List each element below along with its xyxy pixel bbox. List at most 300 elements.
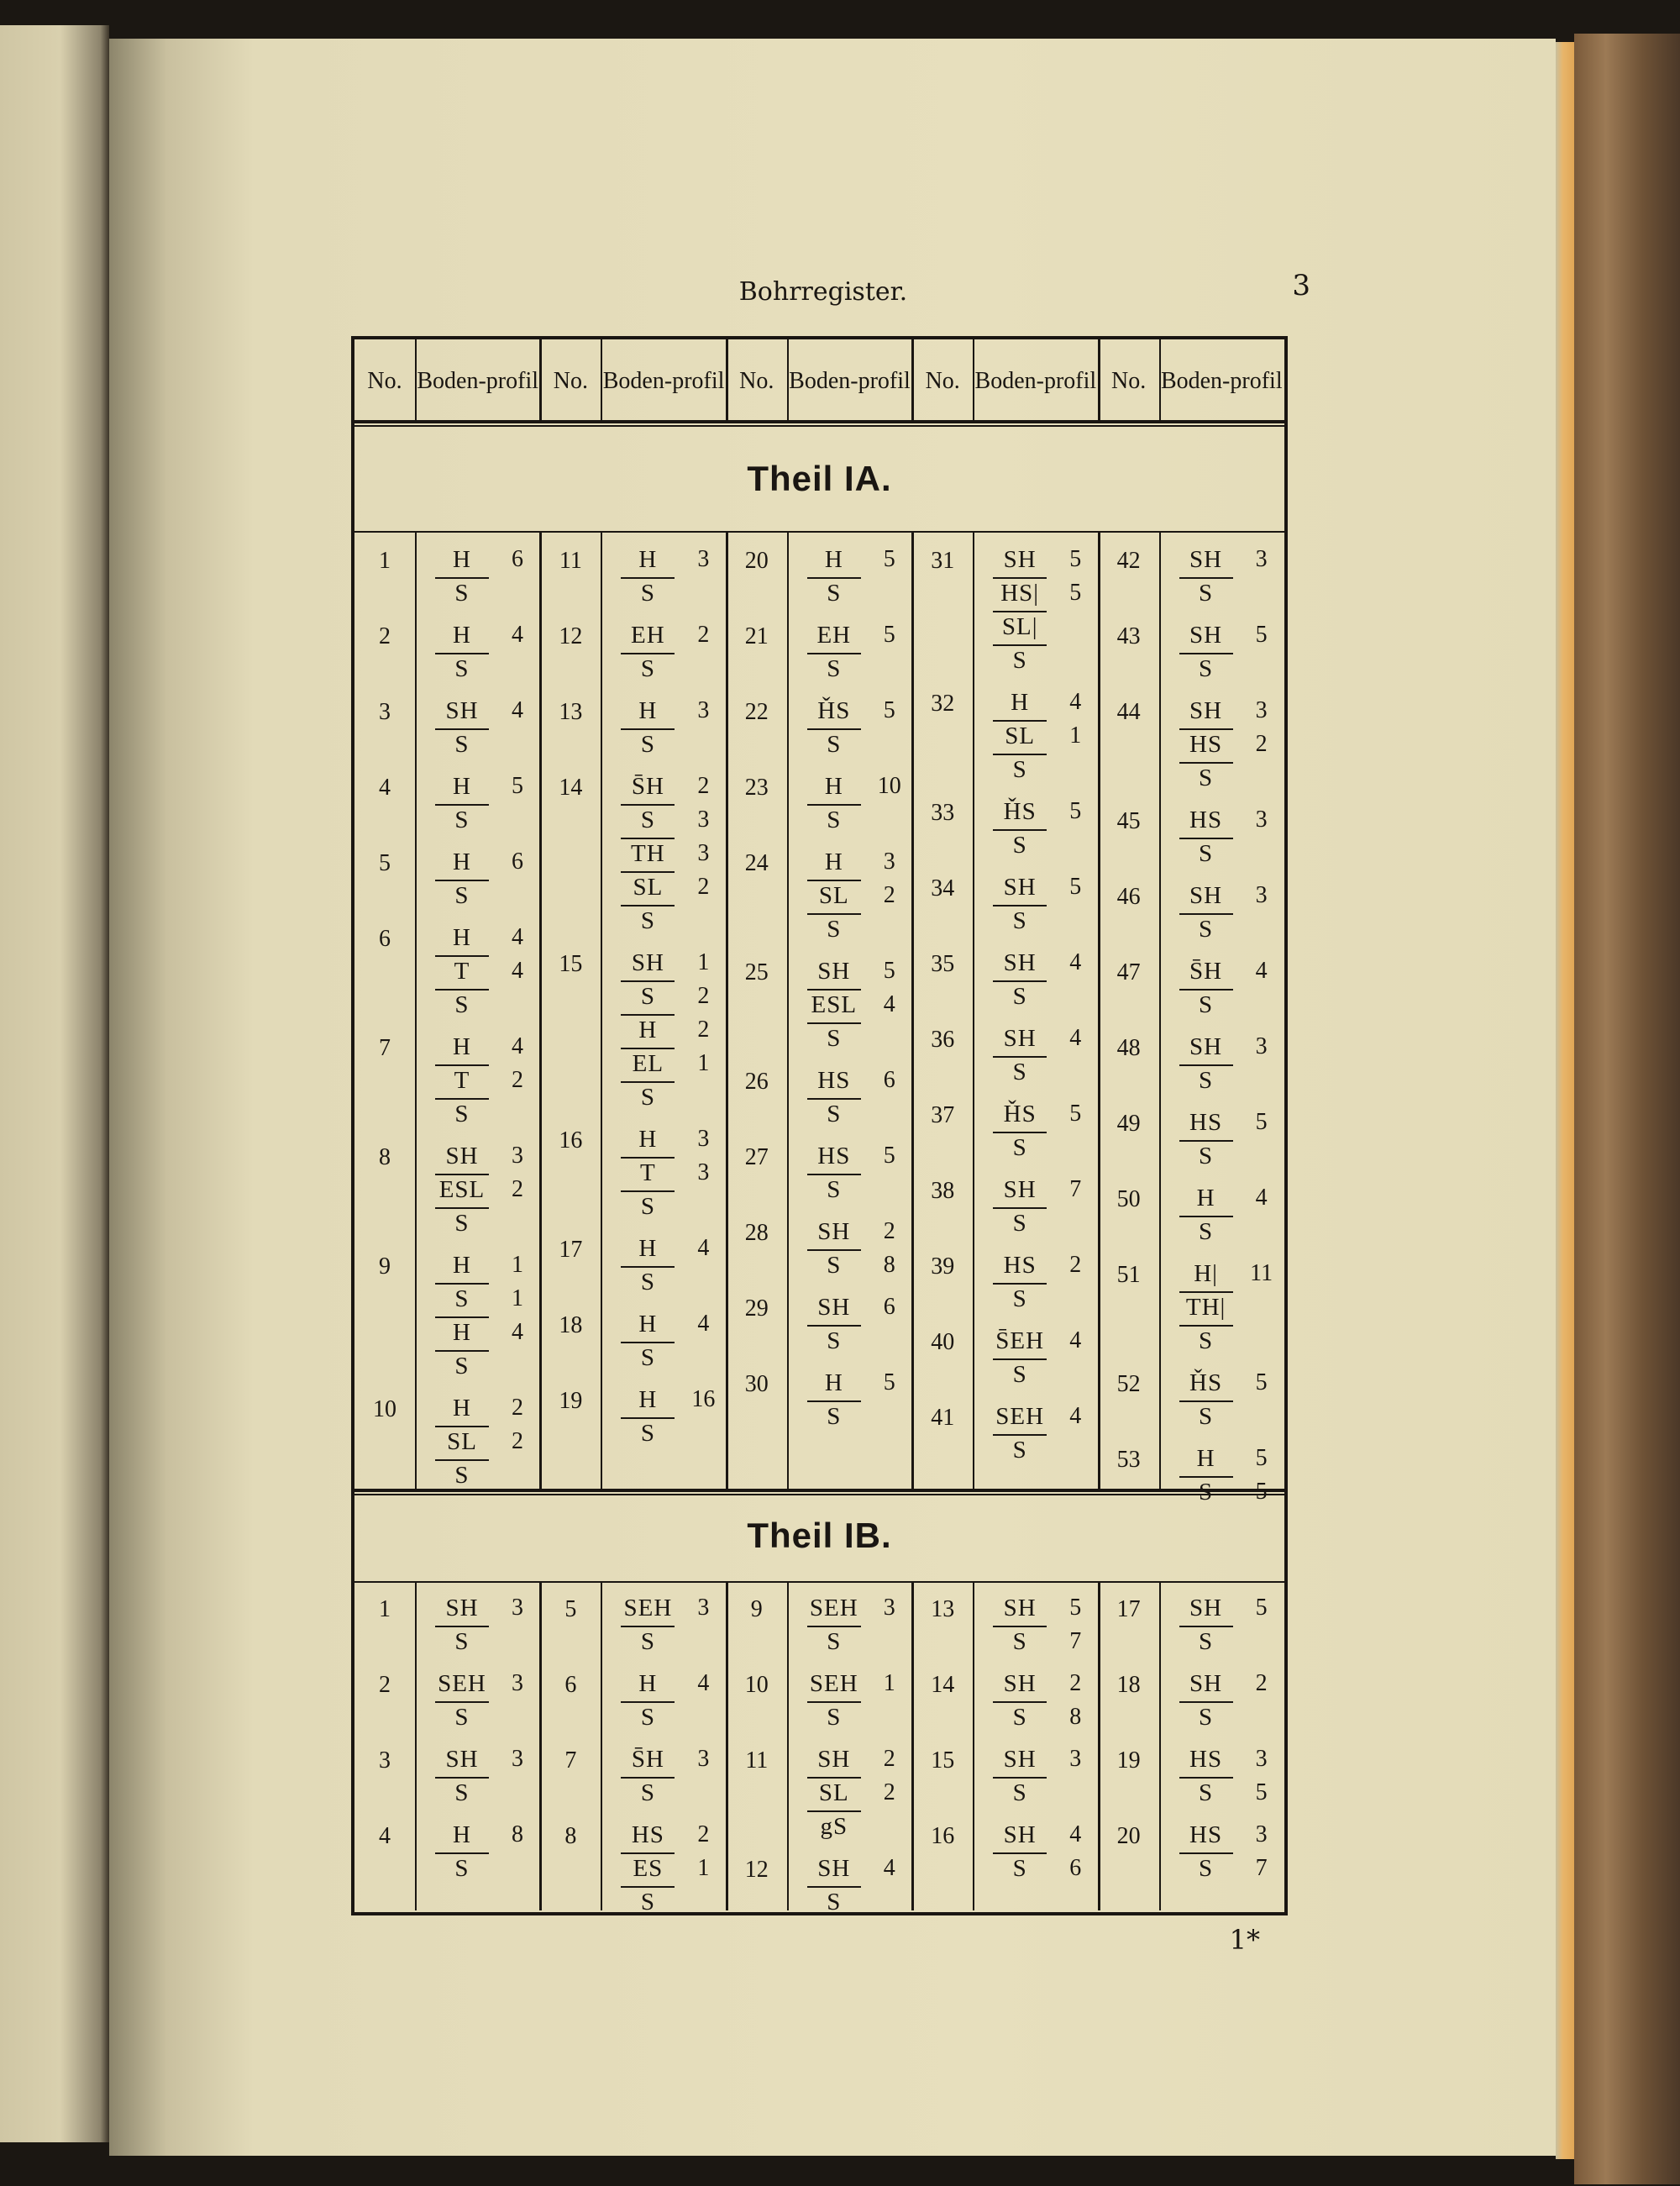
layer-thickness: 8 (512, 1821, 523, 1847)
layer-boundary-line (435, 1426, 489, 1427)
profile-layer (974, 543, 1099, 576)
running-head: Bohrregister. (738, 277, 908, 307)
layer-thickness: 8 (883, 1252, 895, 1278)
soil-symbol: SH (445, 1143, 479, 1169)
boring-number: 33 (931, 800, 955, 826)
soil-symbol: S (1199, 1143, 1214, 1169)
profile-layer (602, 870, 727, 904)
profile-layer (1161, 1776, 1285, 1810)
profile-layer (417, 1248, 541, 1282)
layer-boundary-line (621, 1342, 675, 1343)
profile-layer (417, 803, 541, 837)
soil-symbol: H (638, 1311, 658, 1337)
profile-layer (602, 1625, 727, 1658)
layer-thickness: 1 (883, 1670, 895, 1696)
layer-boundary-line (993, 1626, 1047, 1627)
profile-layer (789, 1215, 913, 1248)
header-bodenprofil (601, 339, 726, 423)
soil-symbol: S (1199, 916, 1214, 943)
layer-boundary-line (993, 1283, 1047, 1285)
layer-thickness: 7 (1255, 1855, 1268, 1881)
soil-symbol: S (454, 882, 470, 909)
layer-boundary-line (621, 1701, 675, 1703)
soil-symbol: S (454, 731, 470, 758)
profile-layer (1161, 652, 1285, 686)
boring-number: 9 (379, 1253, 391, 1280)
soil-profile (417, 1248, 541, 1383)
section-title: Theil IA. (747, 459, 892, 498)
boring-number: 47 (1116, 959, 1141, 985)
profile-layer (974, 1022, 1099, 1055)
profile-layer (417, 1391, 541, 1425)
profile-layer (602, 1700, 727, 1734)
profile-layer (789, 1625, 913, 1658)
profile-layer (602, 1122, 727, 1156)
layer-thickness: 4 (1069, 1025, 1082, 1051)
layer-thickness: 3 (697, 1126, 710, 1152)
layer-boundary-line (993, 754, 1047, 755)
layer-thickness: 4 (512, 958, 523, 984)
boring-number: 30 (744, 1371, 769, 1397)
profile-layer (1161, 576, 1285, 610)
book-cover-edge (1574, 34, 1680, 2184)
profile-layer (789, 1248, 913, 1282)
layer-thickness: 2 (697, 773, 710, 799)
boring-number: 52 (1116, 1371, 1141, 1397)
profile-layer (1161, 1742, 1285, 1776)
profile-layer (789, 652, 913, 686)
profile-layer (602, 1047, 727, 1080)
boring-number: 45 (1116, 808, 1141, 834)
boring-number: 15 (931, 1747, 955, 1773)
boring-number: 1 (379, 1596, 391, 1622)
layer-thickness: 5 (1069, 546, 1082, 572)
soil-profile (417, 1139, 541, 1240)
page-edge-strip (1556, 42, 1574, 2159)
soil-symbol: S (1012, 1779, 1027, 1806)
soil-symbol: HS (817, 1067, 851, 1094)
profile-layer (789, 1366, 913, 1400)
soil-symbol: ȞS (1003, 1101, 1037, 1127)
soil-symbol: SH (1189, 1670, 1223, 1697)
profile-layer (602, 1080, 727, 1114)
soil-profile (602, 1742, 727, 1810)
layer-thickness: 3 (512, 1746, 523, 1772)
layer-boundary-line (621, 905, 675, 906)
profile-layer (602, 803, 727, 837)
soil-symbol: S̄H (1189, 958, 1223, 985)
soil-symbol: H (824, 546, 843, 573)
layer-boundary-line (435, 1459, 489, 1461)
soil-symbol: S (454, 1285, 470, 1312)
boring-number: 8 (564, 1823, 577, 1849)
boring-number: 1 (379, 548, 391, 574)
soil-symbol: EH (631, 622, 665, 649)
boring-number: 20 (1116, 1823, 1141, 1849)
profile-layer (974, 610, 1099, 644)
soil-profile (974, 1400, 1099, 1467)
soil-profile (789, 770, 913, 837)
soil-profile (417, 770, 541, 837)
soil-symbol: S (640, 1704, 655, 1731)
layer-boundary-line (435, 1350, 489, 1352)
soil-profile (789, 954, 913, 1055)
soil-profile (1161, 618, 1285, 686)
header-profile-line2: profil (1043, 368, 1097, 394)
profile-layer (1161, 728, 1285, 761)
boring-number: 32 (931, 691, 955, 717)
layer-thickness: 3 (1255, 882, 1268, 908)
layer-boundary-line (807, 1777, 861, 1779)
layer-boundary-line (621, 1626, 675, 1627)
profile-layer (417, 1458, 541, 1492)
soil-profile (417, 1591, 541, 1658)
layer-boundary-line (435, 1316, 489, 1318)
boring-number: 26 (744, 1069, 769, 1095)
layer-thickness: 2 (883, 1218, 895, 1244)
layer-boundary-line (993, 611, 1047, 612)
boring-number: 7 (379, 1035, 391, 1061)
soil-symbol: H (453, 849, 471, 875)
layer-boundary-line (993, 1132, 1047, 1133)
profile-layer (789, 1324, 913, 1358)
boring-number: 4 (379, 1823, 391, 1849)
header-bodenprofil (787, 339, 912, 423)
soil-symbol: S (1199, 580, 1214, 607)
soil-symbol: S (640, 807, 655, 833)
soil-profile (974, 543, 1099, 677)
soil-symbol: SH (1003, 1176, 1037, 1203)
soil-profile (974, 1022, 1099, 1089)
profile-layer (974, 1097, 1099, 1131)
profile-layer (789, 618, 913, 652)
profile-layer (974, 1433, 1099, 1467)
soil-symbol: SH (1003, 1670, 1037, 1697)
soil-symbol: H (638, 1235, 658, 1262)
soil-profile (1161, 1106, 1285, 1173)
profile-layer (789, 694, 913, 728)
layer-thickness: 4 (1069, 689, 1082, 715)
soil-symbol: SH (1003, 1821, 1037, 1848)
soil-symbol: S (1199, 991, 1214, 1018)
soil-profile (417, 1391, 541, 1492)
soil-symbol: S (454, 1704, 470, 1731)
layer-thickness: 3 (1255, 1746, 1268, 1772)
profile-layer (789, 1139, 913, 1173)
profile-layer (417, 618, 541, 652)
profile-layer (974, 644, 1099, 677)
boring-number: 7 (564, 1747, 577, 1773)
profile-layer (417, 1206, 541, 1240)
soil-symbol: SH (817, 1294, 851, 1321)
soil-profile (417, 543, 541, 610)
profile-layer (1161, 1818, 1285, 1852)
boring-number: 5 (379, 850, 391, 876)
layer-boundary-line (435, 989, 489, 991)
profile-layer (1161, 1442, 1285, 1475)
profile-layer (602, 770, 727, 803)
soil-symbol: SH (1003, 546, 1037, 573)
layer-boundary-line (1179, 1852, 1233, 1854)
profile-layer (602, 837, 727, 870)
profile-layer (974, 753, 1099, 786)
soil-symbol: HS (1003, 1252, 1037, 1279)
soil-symbol: S (1012, 1361, 1027, 1388)
layer-boundary-line (435, 1098, 489, 1100)
profile-layer (789, 1667, 913, 1700)
header-no: No. (553, 368, 588, 394)
boring-number: 4 (379, 775, 391, 801)
facing-page-edge (0, 25, 109, 2142)
boring-number: 44 (1116, 699, 1141, 725)
layer-boundary-line (435, 1777, 489, 1779)
soil-symbol: gS (820, 1813, 848, 1840)
layer-boundary-line (621, 1777, 675, 1779)
profile-layer (417, 652, 541, 686)
layer-boundary-line (1179, 1626, 1233, 1627)
soil-symbol: S (827, 1101, 842, 1127)
layer-boundary-line (435, 1283, 489, 1285)
soil-profile (1161, 803, 1285, 870)
header-no: No. (367, 368, 402, 394)
profile-layer (602, 728, 727, 761)
profile-layer (974, 686, 1099, 719)
layer-boundary-line (621, 1417, 675, 1419)
profile-layer (1161, 1139, 1285, 1173)
profile-layer (789, 912, 913, 946)
profile-layer (417, 728, 541, 761)
boring-number: 14 (931, 1672, 955, 1698)
soil-profile (974, 1818, 1099, 1885)
profile-layer (1161, 1400, 1285, 1433)
soil-profile (789, 618, 913, 686)
boring-number: 43 (1116, 623, 1141, 649)
header-profile-line1: Boden- (974, 368, 1044, 394)
header-profile-line2: profil (858, 368, 911, 394)
soil-profile (974, 1667, 1099, 1734)
soil-symbol: H (824, 849, 843, 875)
soil-symbol: SL| (1001, 613, 1038, 640)
soil-symbol: H (453, 1252, 471, 1279)
layer-thickness: 4 (512, 622, 523, 648)
layer-boundary-line (621, 1157, 675, 1159)
soil-symbol: SH (445, 697, 479, 724)
soil-symbol: S (1199, 1628, 1214, 1655)
layer-thickness: 5 (883, 1143, 895, 1169)
boring-number: 25 (744, 959, 769, 985)
layer-thickness: 1 (697, 949, 710, 975)
profile-layer (602, 1265, 727, 1299)
layer-boundary-line (993, 1056, 1047, 1058)
soil-symbol: SH (817, 1218, 851, 1245)
layer-boundary-line (993, 720, 1047, 722)
layer-boundary-line (435, 1207, 489, 1209)
soil-symbol: HS (1189, 731, 1223, 758)
soil-symbol: H (638, 1126, 658, 1153)
boring-number: 31 (931, 548, 955, 574)
layer-boundary-line (1179, 1140, 1233, 1142)
soil-profile (974, 1097, 1099, 1164)
soil-profile (417, 1030, 541, 1131)
layer-thickness: 4 (697, 1311, 710, 1337)
soil-profile (1161, 1742, 1285, 1810)
soil-profile (417, 1667, 541, 1734)
section-divider-rule-thin (354, 1494, 1284, 1495)
profile-layer (974, 1776, 1099, 1810)
header-no: No. (925, 368, 960, 394)
boring-number: 18 (1116, 1672, 1141, 1698)
profile-layer (1161, 1667, 1285, 1700)
bohr-register-table (351, 336, 1288, 1915)
profile-layer (1161, 1064, 1285, 1097)
profile-layer (789, 728, 913, 761)
layer-thickness: 2 (1069, 1670, 1082, 1696)
soil-symbol: SL (633, 874, 664, 901)
layer-thickness: 3 (697, 1159, 710, 1185)
layer-boundary-line (993, 577, 1047, 579)
layer-thickness: 6 (512, 546, 523, 572)
soil-symbol: S̄H (631, 1746, 664, 1773)
layer-thickness: 6 (512, 849, 523, 875)
profile-layer (602, 1591, 727, 1625)
boring-number: 35 (931, 951, 955, 977)
boring-number: 42 (1116, 548, 1141, 574)
profile-layer (417, 1742, 541, 1776)
soil-symbol: S (454, 1210, 470, 1237)
boring-number: 46 (1116, 884, 1141, 910)
layer-thickness: 6 (883, 1294, 895, 1320)
soil-symbol: H (824, 773, 843, 800)
boring-number: 49 (1116, 1111, 1141, 1137)
soil-symbol: SH (631, 949, 664, 976)
layer-thickness: 1 (512, 1252, 523, 1278)
boring-number: 12 (559, 623, 583, 649)
profile-layer (1161, 694, 1285, 728)
soil-profile (602, 770, 727, 938)
layer-thickness: 2 (697, 1821, 710, 1847)
profile-layer (974, 1852, 1099, 1885)
header-bodenprofil (973, 339, 1098, 423)
profile-layer (602, 1776, 727, 1810)
soil-symbol: H| (1194, 1260, 1218, 1287)
soil-profile (1161, 1591, 1285, 1658)
soil-symbol: SH (1003, 1595, 1037, 1621)
profile-layer (1161, 837, 1285, 870)
soil-symbol: HS| (1000, 580, 1040, 607)
boring-number: 8 (379, 1144, 391, 1170)
soil-profile (789, 845, 913, 946)
profile-layer (1161, 1215, 1285, 1248)
header-rule-thin (354, 425, 1284, 427)
profile-layer (1161, 618, 1285, 652)
profile-layer (1161, 803, 1285, 837)
header-no: No. (1110, 368, 1147, 394)
soil-profile (789, 543, 913, 610)
profile-layer (974, 719, 1099, 753)
profile-layer (1161, 1106, 1285, 1139)
soil-symbol: S (827, 655, 842, 682)
soil-symbol: SH (817, 1855, 851, 1882)
soil-profile (602, 694, 727, 761)
layer-boundary-line (807, 1400, 861, 1402)
boring-number: 34 (931, 875, 955, 901)
soil-profile (1161, 1030, 1285, 1097)
boring-number: 17 (559, 1237, 583, 1263)
soil-profile (602, 1307, 727, 1374)
soil-profile (789, 694, 913, 761)
profile-layer (789, 1700, 913, 1734)
profile-layer (789, 1591, 913, 1625)
soil-symbol: S (1199, 1218, 1214, 1245)
profile-layer (602, 1885, 727, 1919)
profile-layer (974, 1173, 1099, 1206)
layer-thickness: 4 (512, 924, 523, 950)
soil-symbol: S (827, 1403, 842, 1430)
soil-profile (417, 694, 541, 761)
soil-symbol: SH (445, 1746, 479, 1773)
layer-boundary-line (807, 1886, 861, 1888)
soil-symbol: S (1199, 1704, 1214, 1731)
soil-symbol: S (1199, 1855, 1214, 1882)
boring-number: 2 (379, 623, 391, 649)
profile-layer (1161, 1257, 1285, 1290)
soil-profile (602, 946, 727, 1114)
soil-symbol: SEH (809, 1670, 858, 1697)
layer-boundary-line (435, 804, 489, 806)
layer-thickness: 4 (1069, 949, 1082, 975)
layer-boundary-line (1179, 762, 1233, 764)
section-rule (354, 531, 1284, 533)
soil-symbol: S (640, 1889, 655, 1915)
header-bodenprofil (415, 339, 540, 423)
soil-symbol: S (1199, 840, 1214, 867)
profile-layer (602, 1307, 727, 1341)
soil-symbol: SH (1189, 882, 1223, 909)
layer-thickness: 5 (1255, 1595, 1268, 1621)
profile-layer (974, 1667, 1099, 1700)
profile-layer (974, 1358, 1099, 1391)
profile-layer (974, 1131, 1099, 1164)
layer-boundary-line (435, 653, 489, 654)
layer-boundary-line (807, 728, 861, 730)
soil-symbol: ESL (438, 1176, 486, 1203)
boring-number: 53 (1116, 1447, 1141, 1473)
soil-symbol: S (640, 1269, 655, 1295)
layer-boundary-line (807, 1022, 861, 1024)
layer-thickness: 3 (1069, 1746, 1082, 1772)
boring-number: 37 (931, 1102, 955, 1128)
boring-number: 16 (559, 1127, 583, 1153)
soil-symbol: H (638, 697, 658, 724)
layer-boundary-line (1179, 653, 1233, 654)
layer-thickness: 3 (512, 1595, 523, 1621)
soil-symbol: H (638, 1670, 658, 1697)
soil-profile (417, 921, 541, 1022)
soil-symbol: H (1196, 1445, 1215, 1472)
boring-number: 20 (744, 548, 769, 574)
boring-number: 36 (931, 1027, 955, 1053)
soil-symbol: T (454, 1067, 470, 1094)
profile-layer (602, 694, 727, 728)
layer-boundary-line (435, 1064, 489, 1066)
layer-thickness: 1 (1069, 723, 1082, 749)
profile-layer (1161, 954, 1285, 988)
profile-layer (789, 1064, 913, 1097)
soil-symbol: SL (818, 1779, 849, 1806)
soil-symbol: SH (817, 1746, 851, 1773)
profile-layer (417, 1173, 541, 1206)
layer-thickness: 3 (697, 807, 710, 833)
